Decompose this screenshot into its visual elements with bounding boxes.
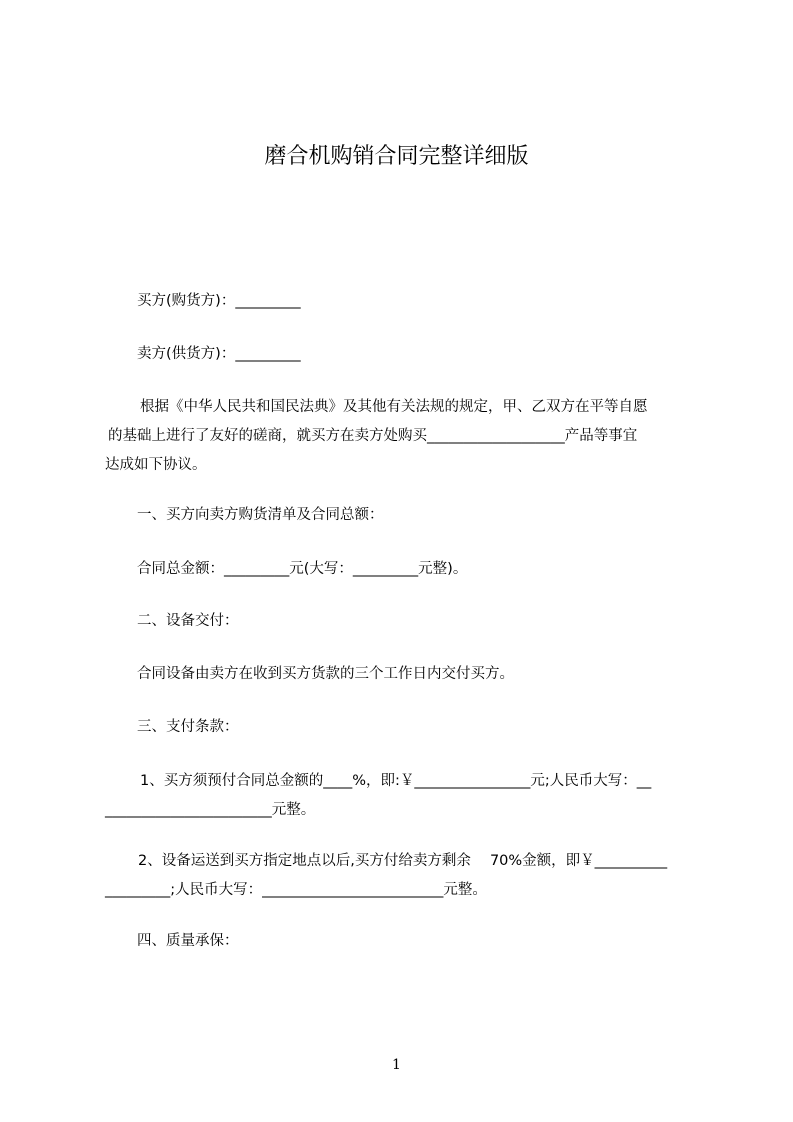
- seller-line: 卖方(供货方)：_________: [137, 346, 301, 362]
- section-2-heading: 二、设备交付：: [137, 613, 239, 629]
- intro-paragraph-line-3: 达成如下协议。: [105, 457, 207, 473]
- payment-term-1-line-1: 1、买方须预付合同总金额的____%，即:￥________________元;人民币大写：__: [140, 773, 652, 789]
- buyer-line: 买方(购货方)：_________: [137, 293, 301, 309]
- payment-term-2-line-2: _________;人民币大写：_________________________元整。: [105, 882, 487, 898]
- delivery-line: 合同设备由卖方在收到买方货款的三个工作日内交付买方。: [137, 666, 514, 682]
- intro-paragraph-line-2: 的基础上进行了友好的磋商，就买方在卖方处购买___________________产品等事宜: [108, 428, 638, 444]
- total-amount-line: 合同总金额：_________元(大写：_________元整)。: [137, 561, 468, 577]
- section-3-heading: 三、支付条款：: [137, 719, 239, 735]
- section-4-heading: 四、质量承保：: [137, 933, 239, 949]
- intro-paragraph-line-1: 根据《中华人民共和国民法典》及其他有关法规的规定，甲、乙双方在平等自愿: [140, 399, 648, 415]
- section-1-heading: 一、买方向卖方购货清单及合同总额：: [137, 507, 384, 523]
- page-number: 1: [392, 1057, 401, 1073]
- payment-term-1-line-2: _______________________元整。: [105, 802, 316, 818]
- document-title: 磨合机购销合同完整详细版: [264, 144, 529, 169]
- payment-term-2-line-1: 2、设备运送到买方指定地点以后,买方付给卖方剩余 70%金额，即￥__________: [138, 853, 668, 869]
